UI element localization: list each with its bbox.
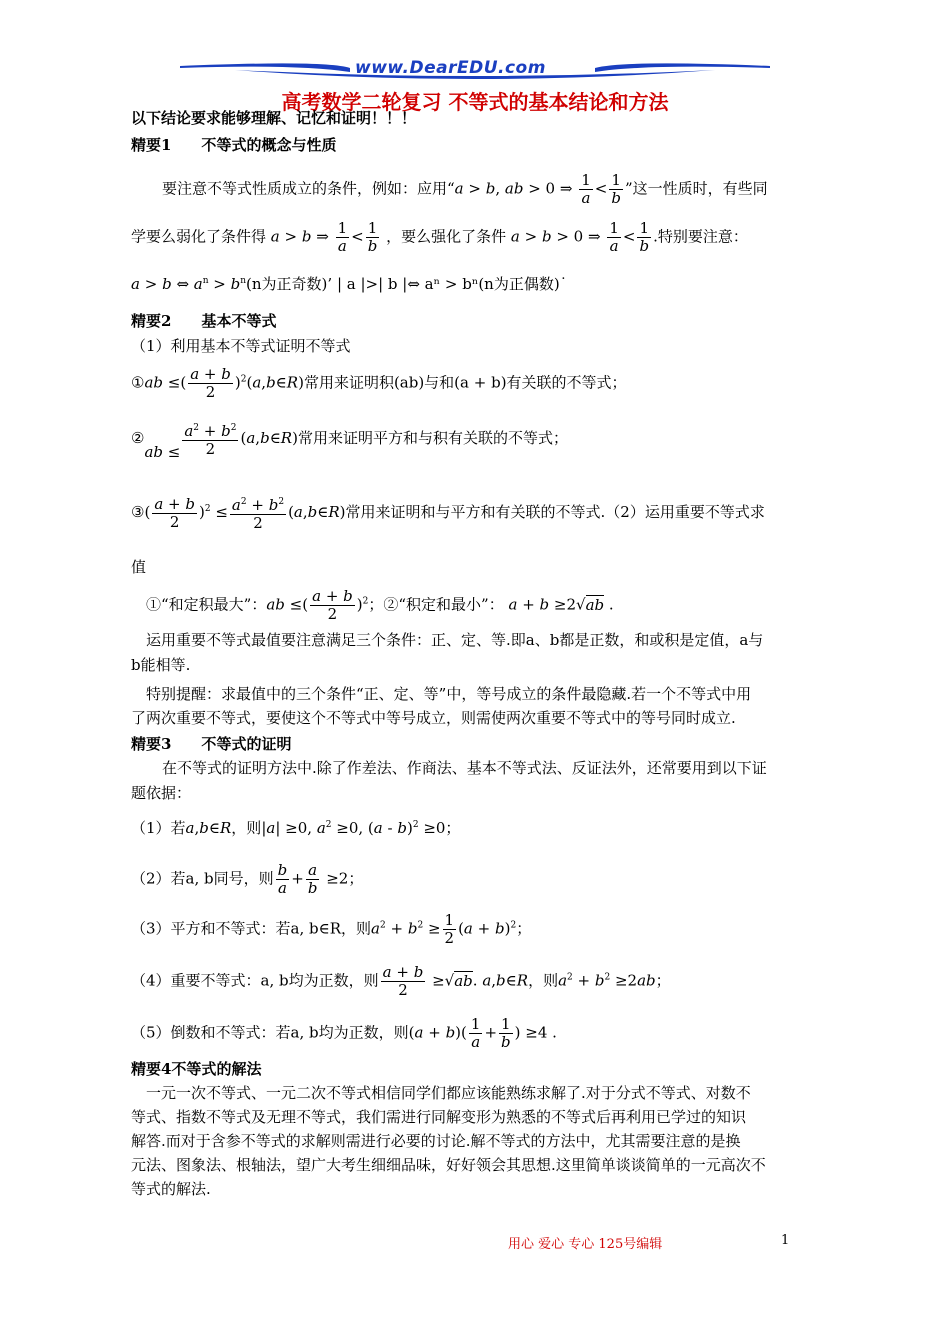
s4-line-5: 等式的解法. xyxy=(131,1180,211,1198)
section-4-heading: 精要4不等式的解法 xyxy=(131,1060,262,1078)
page-number: 1 xyxy=(781,1233,790,1248)
s1-line-1: 要注意不等式性质成立的条件，例如：应用“a > b, ab > 0 ⇒ $\frac{1}{a}$ < $\frac{1}{b}$ ”这一性质时，有些同 xyxy=(162,171,768,207)
section-1-heading: 精要1 不等式的概念与性质 xyxy=(131,136,337,154)
site-logo-text: www.DearEDU.com xyxy=(355,58,546,78)
s4-line-1: 一元一次不等式、一元二次不等式相信同学们都应该能熟练求解了.对于分式不等式、对数不 xyxy=(146,1084,751,1102)
formula-1: ①ab ≤( $\frac{a + b}{2}$ )$^2$(a,b∈R)常用来证明积(ab)与和(a + b)有关联的不等式； xyxy=(131,365,627,401)
note-2b: 了两次重要不等式，要使这个不等式中等号成立，则需使两次重要不等式中的等号同时成立. xyxy=(131,709,736,727)
intro-line: 以下结论要求能够理解、记忆和证明！！！ xyxy=(131,109,417,127)
extremum-line: ①“和定积最大”：ab ≤( $\frac{a + b}{2}$ )$^2$；②“积定和最小”： a + b ≥2√ab . xyxy=(146,587,614,623)
formula-3-cont: 值 xyxy=(131,558,147,576)
s3-para: 在不等式的证明方法中.除了作差法、作商法、基本不等式法、反证法外，还常要用到以下证 xyxy=(162,759,767,777)
s1-line-3: a > b ⇔ $a^n > b^n(n$为正奇数)’ | a |>| b |⇔ aⁿ > bⁿ(n为正偶数)˙ xyxy=(131,275,568,293)
s3-item-4: （4）重要不等式：a, b均为正数，则 $\frac{a + b}{2}$ ≥√ab. a,b∈R，则$a^2 + b^2 \ge 2ab$； xyxy=(131,963,671,999)
s1-line-2: 学要么弱化了条件得 a > b ⇒ $\frac{1}{a}$ < $\frac{1}{b}$ ，要么强化了条件 a > b > 0 ⇒ $\frac{1}{a}$ < $\frac{1}{b}$ .特别要注意： xyxy=(131,219,748,255)
s2-sub-1: （1）利用基本不等式证明不等式 xyxy=(131,337,351,355)
formula-3: ③( $\frac{a + b}{2}$ )$^2$ ≤ $\frac{a^2 + b^2}{2}$ (a,b∈R)常用来证明和与平方和有关联的不等式.（2）运用重要不等式求 xyxy=(131,494,765,532)
s3-item-5: （5）倒数和不等式：若a, b均为正数，则(a + b)( $\frac{1}{a}$ + $\frac{1}{b}$ ) ≥4 . xyxy=(131,1015,557,1051)
s3-item-2: （2）若a, b同号，则 $\frac{b}{a}$ + $\frac{a}{b}$ ≥2； xyxy=(131,861,364,897)
formula-2: ②ab ≤ $\frac{a^2 + b^2}{2}$ (a,b∈R)常用来证明平方和与积有关联的不等式； xyxy=(131,422,568,461)
s3-para-b: 题依据： xyxy=(131,784,192,802)
s4-line-3: 解答.而对于含参不等式的求解则需进行必要的讨论.解不等式的方法中，尤其需要注意的是换 xyxy=(131,1132,741,1150)
section-3-heading: 精要3 不等式的证明 xyxy=(131,735,292,753)
s4-line-2: 等式、指数不等式及无理不等式，我们需进行同解变形为熟悉的不等式后再利用已学过的知识 xyxy=(131,1108,747,1126)
section-2-heading: 精要2 基本不等式 xyxy=(131,312,277,330)
note-2: 特别提醒：求最值中的三个条件“正、定、等”中，等号成立的条件最隐藏.若一个不等式中用 xyxy=(146,685,752,703)
s3-item-3: （3）平方和不等式：若a, b∈R，则$a^2 + b^2$ ≥ $\frac{1}{2}$ $(a + b)^2$； xyxy=(131,911,532,947)
note-1: 运用重要不等式最值要注意满足三个条件：正、定、等.即a、b都是正数，和或积是定值，a与 xyxy=(146,631,764,649)
document-title: 高考数学二轮复习 不等式的基本结论和方法 xyxy=(281,90,669,114)
footer-text: 用心 爱心 专心 125号编辑 xyxy=(508,1237,663,1252)
s4-line-4: 元法、图象法、根轴法，望广大考生细细品味，好好领会其思想.这里简单谈谈简单的一元高次不 xyxy=(131,1156,766,1174)
s3-item-1: （1）若a,b∈R，则|a| ≥0, $a^2 \ge 0$, (a - b)$^2$ ≥0； xyxy=(131,819,461,837)
note-1b: b能相等. xyxy=(131,656,191,674)
